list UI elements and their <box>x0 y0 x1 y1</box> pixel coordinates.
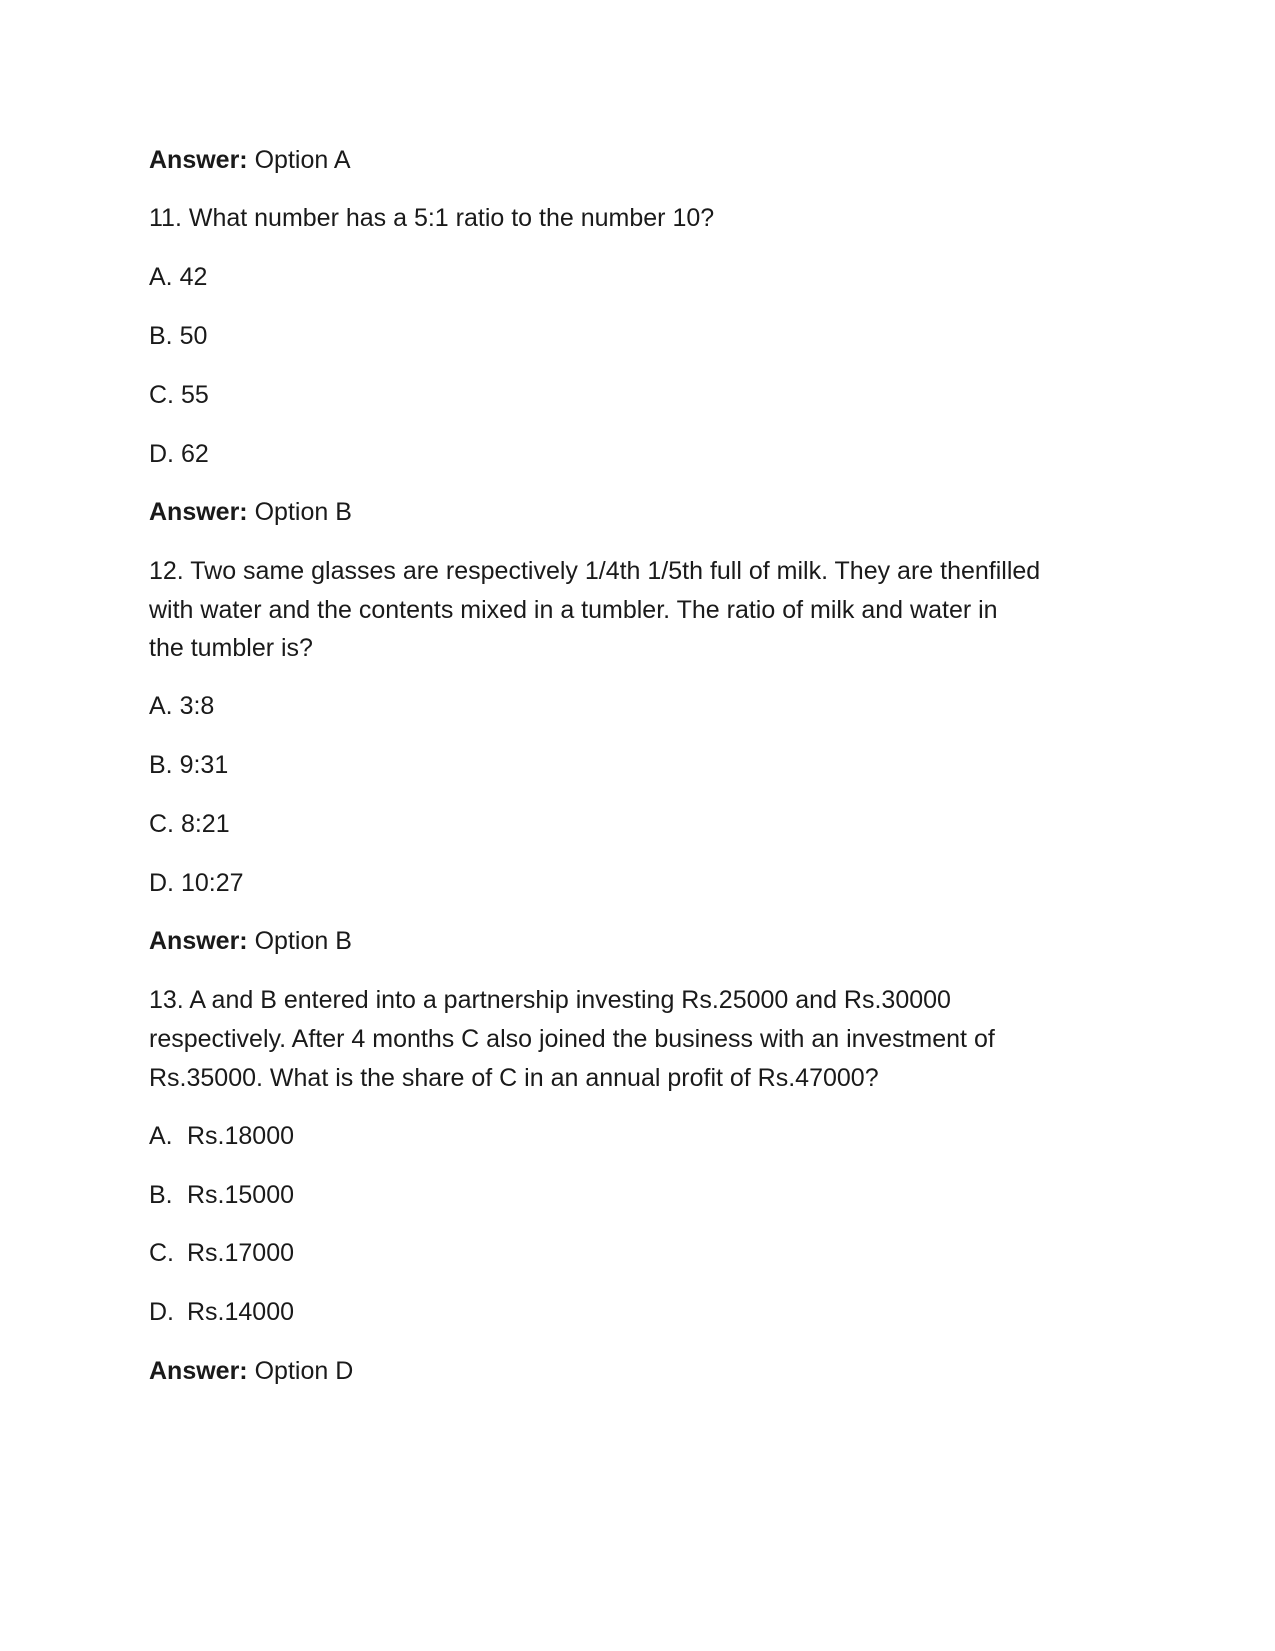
answer-line <box>149 926 352 956</box>
question-13-line-1: 13. A and B entered into a partnership investing Rs.25000 and Rs.30000 <box>149 986 951 1014</box>
answer-value: Option B <box>254 498 352 526</box>
answer-value: Option A <box>254 146 351 174</box>
answer-value: Option B <box>254 927 352 955</box>
option-a: A. 42 <box>149 263 208 291</box>
option-c <box>149 1238 294 1268</box>
option-letter: C. <box>149 1239 174 1267</box>
option-d: D. 10:27 <box>149 869 244 897</box>
question-12-line-2: with water and the contents mixed in a tumbler. The ratio of milk and water in <box>149 596 998 624</box>
question-12-line-1: 12. Two same glasses are respectively 1/4th 1/5th full of milk. They are thenfilled <box>149 557 1041 585</box>
option-c: C. 8:21 <box>149 810 230 838</box>
answer-line <box>149 145 351 175</box>
answer-label: Answer: <box>149 927 248 955</box>
question-13-line-2: respectively. After 4 months C also joined the business with an investment of <box>149 1025 995 1053</box>
answer-label: Answer: <box>149 498 248 526</box>
answer-line <box>149 1356 353 1386</box>
option-b: B. 9:31 <box>149 751 229 779</box>
answer-line <box>149 497 352 527</box>
question-12-line-3: the tumbler is? <box>149 634 313 662</box>
question-13-line-3: Rs.35000. What is the share of C in an annual profit of Rs.47000? <box>149 1064 879 1092</box>
option-text: Rs.17000 <box>187 1239 295 1267</box>
option-text: Rs.14000 <box>187 1298 295 1326</box>
answer-label: Answer: <box>149 1357 248 1385</box>
option-b <box>149 1180 294 1210</box>
option-d: D. 62 <box>149 440 209 468</box>
option-a <box>149 1121 294 1151</box>
option-a: A. 3:8 <box>149 692 215 720</box>
option-text: Rs.18000 <box>187 1122 295 1150</box>
option-c: C. 55 <box>149 381 209 409</box>
option-letter: A. <box>149 1122 173 1150</box>
question-11: 11. What number has a 5:1 ratio to the number 10? <box>149 204 715 232</box>
answer-label: Answer: <box>149 146 248 174</box>
option-d <box>149 1297 294 1327</box>
option-b: B. 50 <box>149 322 208 350</box>
option-text: Rs.15000 <box>187 1181 295 1209</box>
option-letter: B. <box>149 1181 173 1209</box>
answer-value: Option D <box>254 1357 354 1385</box>
option-letter: D. <box>149 1298 174 1326</box>
